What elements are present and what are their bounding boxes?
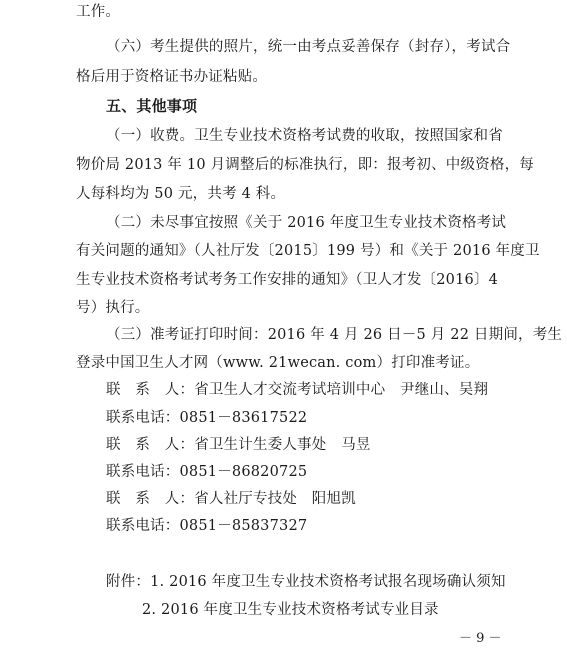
contact-line: 联 系 人：省卫生人才交流考试培训中心 尹继山、吴翔: [106, 382, 489, 398]
text-line: （三）准考证打印时间：2016 年 4 月 26 日－5 月 22 日期间，考生: [106, 327, 563, 343]
contact-line: 联 系 人：省人社厅专技处 阳旭凯: [106, 491, 356, 507]
text-line: （六）考生提供的照片，统一由考点妥善保存（封存），考试合: [106, 39, 511, 55]
text-line: 工作。: [76, 4, 121, 20]
page-number: － 9 －: [459, 631, 502, 646]
text-line: 有关问题的通知》（人社厅发〔2015〕199 号）和《关于 2016 年度卫: [76, 243, 540, 259]
attachment-line: 附件：1. 2016 年度卫生专业技术资格考试报名现场确认须知: [106, 574, 506, 590]
section-heading: 五、其他事项: [106, 97, 198, 115]
contact-line: 联 系 人：省卫生计生委人事处 马昱: [106, 437, 371, 453]
phone-line: 联系电话：0851－86820725: [106, 464, 308, 480]
text-line: 生专业技术资格考试考务工作安排的通知》（卫人才发〔2016〕4: [76, 272, 499, 288]
text-line: 登录中国卫生人才网（www. 21wecan. com）打印准考证。: [76, 355, 480, 371]
phone-line: 联系电话：0851－85837327: [106, 518, 308, 534]
text-line: （一）收费。卫生专业技术资格考试费的收取，按照国家和省: [106, 128, 503, 144]
phone-line: 联系电话：0851－83617522: [106, 410, 308, 426]
text-line: 人每科均为 50 元，共考 4 科。: [76, 186, 286, 202]
text-line: 物价局 2013 年 10 月调整后的标准执行，即：报考初、中级资格，每: [76, 157, 534, 173]
text-line: （二）未尽事宜按照《关于 2016 年度卫生专业技术资格考试: [106, 215, 507, 231]
text-line: 格后用于资格证书办证粘贴。: [76, 69, 268, 85]
attachment-line: 2. 2016 年度卫生专业技术资格考试专业目录: [142, 602, 439, 618]
text-line: 号）执行。: [76, 300, 150, 316]
